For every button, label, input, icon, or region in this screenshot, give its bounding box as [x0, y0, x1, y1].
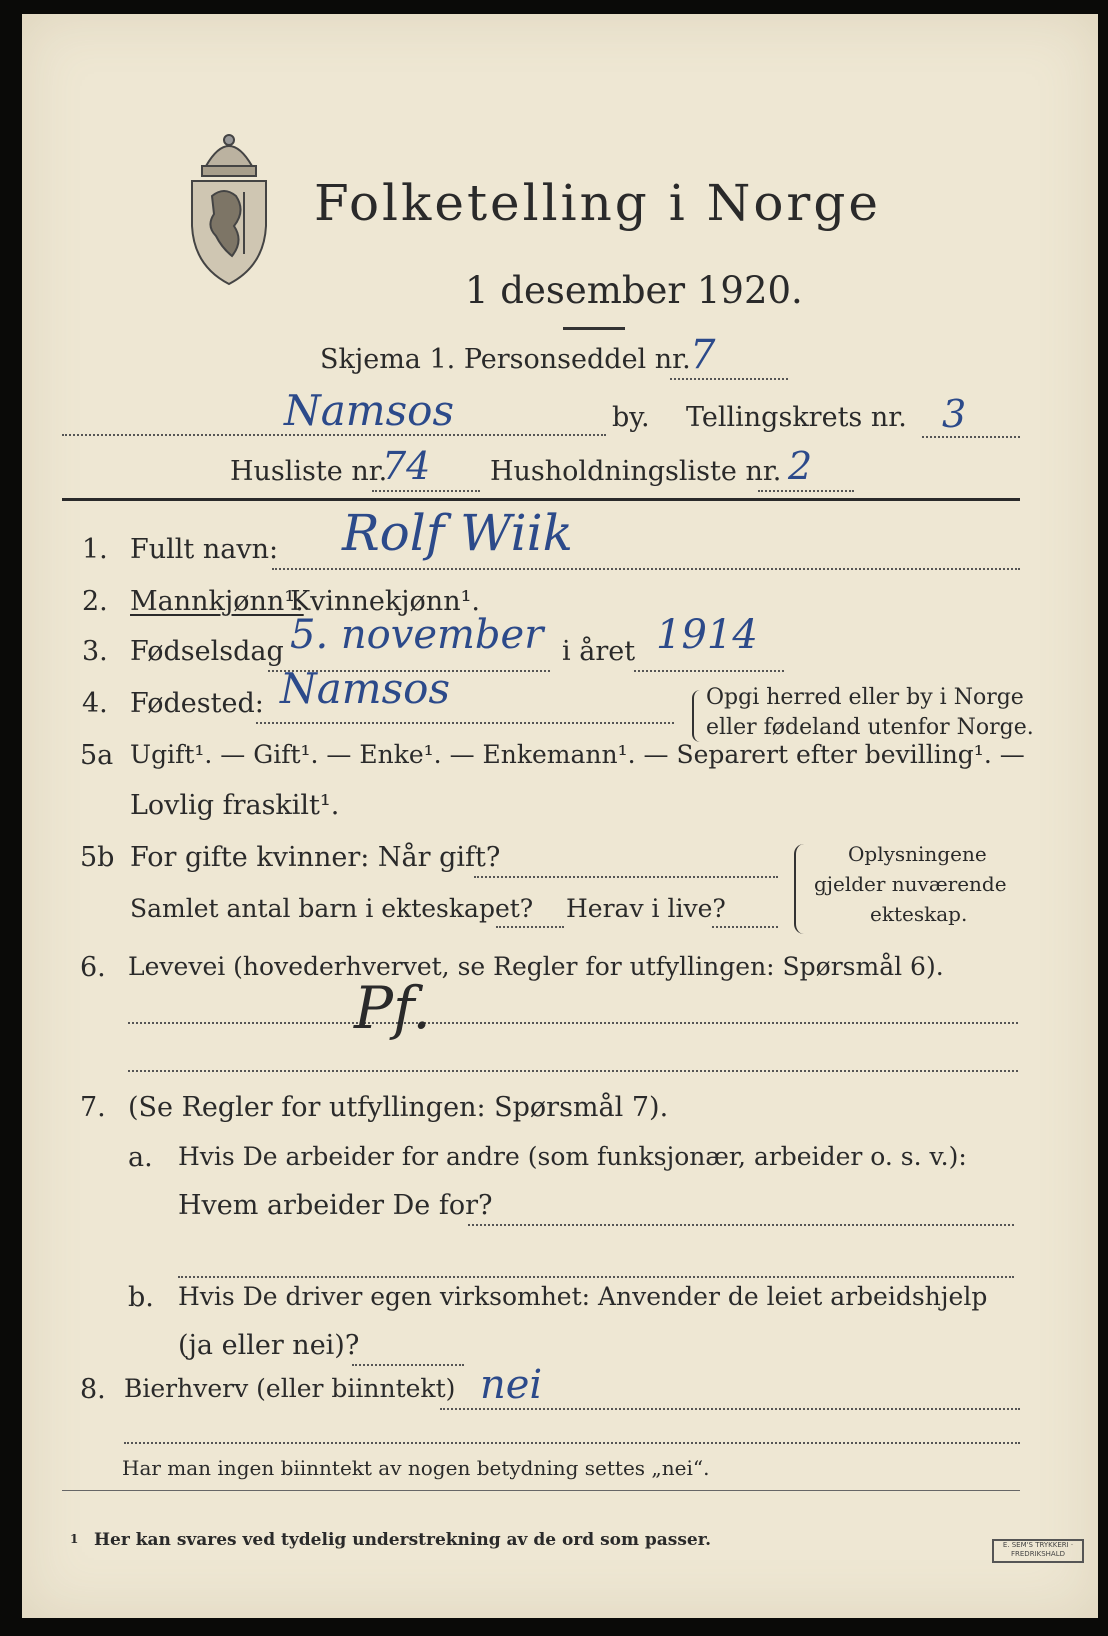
fodselsdag-value[interactable]: 5. november: [290, 612, 544, 658]
footnote-rule: [62, 1490, 1020, 1491]
q7-label: (Se Regler for utfyllingen: Spørsmål 7).: [128, 1092, 669, 1123]
kvinnekjonn-option[interactable]: Kvinnekjønn¹.: [290, 586, 480, 617]
q4-number: 4.: [82, 688, 108, 719]
levevei-line2: [128, 1070, 1018, 1072]
mannkjonn-option[interactable]: Mannkjønn¹.: [130, 586, 304, 617]
fullt-navn-value[interactable]: Rolf Wiik: [342, 504, 573, 562]
norway-coat-of-arms-icon: [184, 126, 274, 286]
tellingskrets-line: [922, 436, 1020, 438]
hvem-arbeider-line1: [468, 1224, 1014, 1226]
bierhverv-line1: [440, 1408, 1020, 1410]
fullt-navn-label: Fullt navn:: [130, 534, 279, 565]
q7b-letter: b.: [128, 1282, 154, 1313]
fullt-navn-line: [272, 568, 1020, 570]
nar-gift-line: [474, 876, 778, 878]
herav-i-live-line: [712, 926, 778, 928]
husholdning-value[interactable]: 2: [788, 444, 813, 488]
fodested-note-line1: Opgi herred eller by i Norge: [706, 685, 1024, 710]
fodested-note-line2: eller fødeland utenfor Norge.: [706, 715, 1034, 740]
place-value[interactable]: Namsos: [284, 386, 455, 435]
year-value[interactable]: 1914: [656, 612, 758, 658]
fodested-label: Fødested:: [130, 688, 264, 719]
bierhverv-line2: [124, 1442, 1020, 1444]
ekteskap-note-line1: Oplysningene: [848, 842, 987, 866]
skjema-label: Skjema 1. Personseddel nr.: [320, 344, 691, 375]
skjema-line: [670, 378, 788, 380]
sivilstand-options[interactable]: Ugift¹. — Gift¹. — Enke¹. — Enkemann¹. — Separert efter bevilling¹. —: [130, 740, 1025, 769]
antal-barn-line: [496, 926, 564, 928]
printer-stamp: E. SEM'S TRYKKERI · FREDRIKSHALD: [992, 1539, 1084, 1563]
footnote-mark: 1: [70, 1532, 79, 1546]
levevei-line1: [128, 1022, 1018, 1024]
ekteskap-note-line3: ekteskap.: [870, 902, 968, 926]
q7-number: 7.: [80, 1092, 106, 1123]
fodselsdag-label: Fødselsdag: [130, 636, 284, 667]
q7b-line1: Hvis De driver egen virksomhet: Anvender de leiet arbeidshjelp: [178, 1282, 988, 1311]
footnote-text: Her kan svares ved tydelig understrekning av de ord som passer.: [94, 1530, 712, 1550]
census-form-sheet: [22, 14, 1098, 1618]
title-divider: [563, 327, 625, 330]
husholdning-line: [758, 490, 854, 492]
q5b-number: 5b: [80, 842, 115, 873]
husliste-label: Husliste nr.: [230, 456, 388, 487]
levevei-value[interactable]: Pf.: [354, 974, 431, 1042]
ja-eller-nei-line: [352, 1364, 464, 1366]
bierhverv-value[interactable]: nei: [480, 1362, 543, 1408]
tellingskrets-label: Tellingskrets nr.: [686, 402, 907, 433]
q5a-number: 5a: [80, 740, 114, 771]
census-date: 1 desember 1920.: [465, 269, 803, 312]
husliste-value[interactable]: 74: [382, 444, 431, 488]
q6-number: 6.: [80, 952, 106, 983]
husholdning-label: Husholdningsliste nr.: [490, 456, 782, 487]
fodested-value[interactable]: Namsos: [280, 664, 451, 713]
antal-barn-label: Samlet antal barn i ekteskapet?: [130, 894, 534, 923]
by-label: by.: [612, 402, 650, 433]
year-line: [634, 670, 784, 672]
fodested-note-brace: [692, 690, 700, 742]
year-label: i året: [562, 636, 636, 667]
lovlig-fraskilt-option[interactable]: Lovlig fraskilt¹.: [130, 790, 340, 821]
ekteskap-note-brace: [794, 844, 804, 934]
q2-number: 2.: [82, 586, 108, 617]
bierhverv-label: Bierhverv (eller biinntekt): [124, 1374, 456, 1403]
ja-eller-nei-label: (ja eller nei)?: [178, 1330, 360, 1361]
q3-number: 3.: [82, 636, 108, 667]
ekteskap-note-line2: gjelder nuværende: [814, 872, 1007, 896]
q7a-letter: a.: [128, 1142, 153, 1173]
form-title: Folketelling i Norge: [314, 174, 881, 232]
q8-number: 8.: [80, 1374, 106, 1405]
levevei-label: Levevei (hovederhvervet, se Regler for utfyllingen: Spørsmål 6).: [128, 952, 944, 981]
herav-i-live-label: Herav i live?: [566, 894, 726, 923]
nei-instruction: Har man ingen biinntekt av nogen betydning settes „nei“.: [122, 1456, 710, 1480]
hvem-arbeider-line2: [178, 1276, 1014, 1278]
husliste-line: [372, 490, 480, 492]
hvem-arbeider-label: Hvem arbeider De for?: [178, 1190, 493, 1221]
tellingskrets-value[interactable]: 3: [942, 392, 967, 436]
q1-number: 1.: [82, 534, 108, 565]
q7a-line1: Hvis De arbeider for andre (som funksjonær, arbeider o. s. v.):: [178, 1142, 967, 1171]
header-rule: [62, 498, 1020, 501]
nar-gift-label: For gifte kvinner: Når gift?: [130, 842, 501, 873]
fodested-line: [256, 722, 674, 724]
skjema-value[interactable]: 7: [690, 332, 716, 378]
